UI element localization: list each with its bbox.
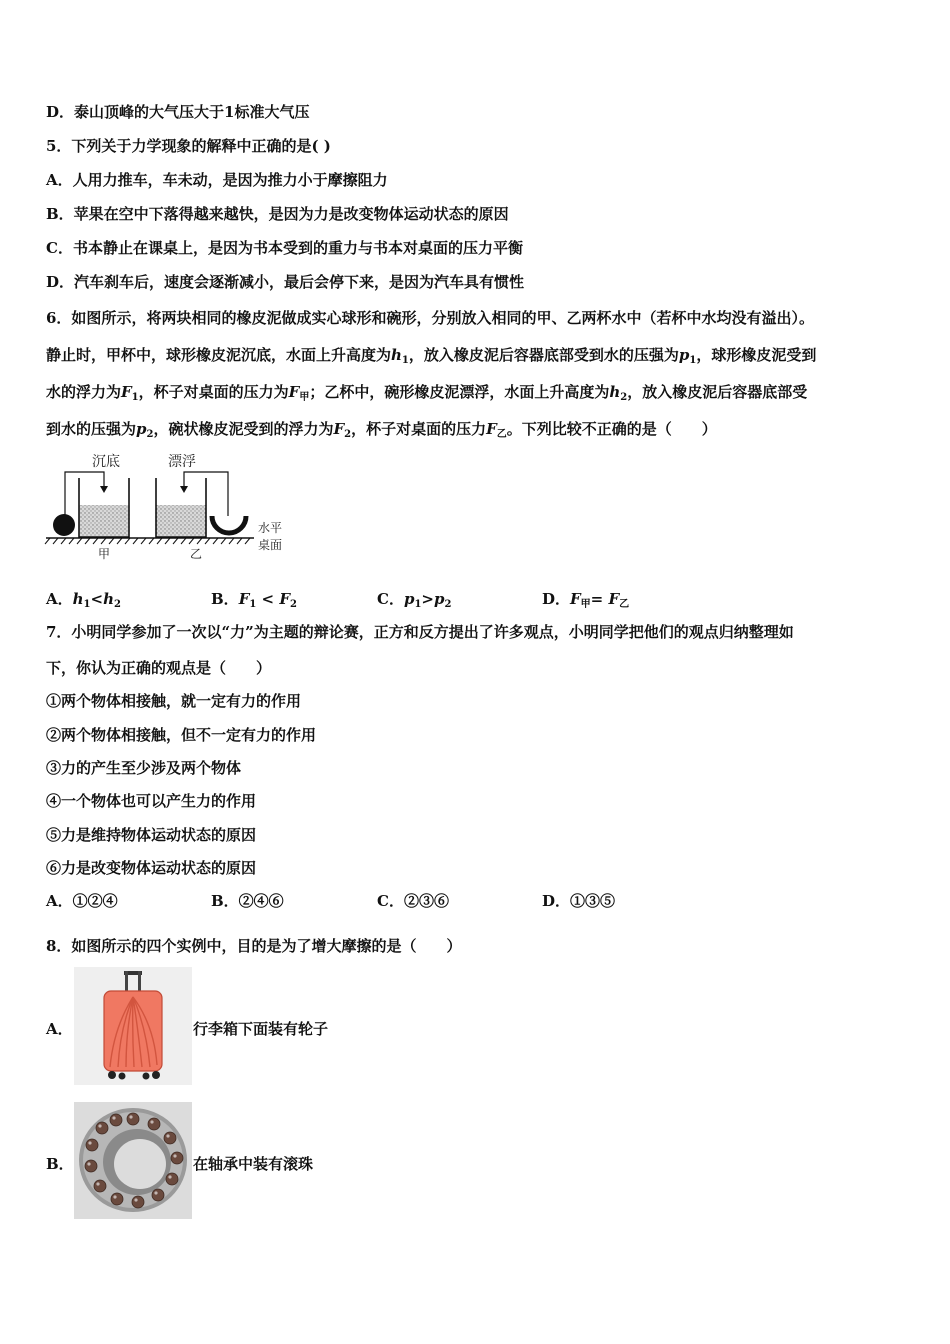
q8-option-b-text: 在轴承中装有滚珠 [193, 1155, 314, 1173]
q7-statement-3: ③力的产生至少涉及两个物体 [46, 759, 242, 777]
q7-statement-6: ⑥力是改变物体运动状态的原因 [46, 859, 257, 877]
label-table-1: 水平 [258, 521, 283, 535]
q7-statement-2: ②两个物体相接触，但不一定有力的作用 [46, 726, 317, 744]
q8-option-a-text: 行李箱下面装有轮子 [193, 1020, 329, 1038]
q7-statement-1: ①两个物体相接触，就一定有力的作用 [46, 692, 302, 710]
ball-bearing-image [74, 1102, 192, 1219]
arrow-down-icon [100, 486, 108, 493]
q8-option-a-label: A． [46, 1020, 73, 1038]
q7-stem-line1: 7．小明同学参加了一次以“力”为主题的辩论赛，正方和反方提出了许多观点，小明同学把他们的观点归纳整理如 [46, 623, 794, 641]
q5-option-c: C．书本静止在课桌上，是因为书本受到的重力与书本对桌面的压力平衡 [46, 239, 523, 257]
q5-option-a: A．人用力推车，车未动，是因为推力小于摩擦阻力 [46, 171, 388, 189]
q8-stem: 8．如图所示的四个实例中，目的是为了增大摩擦的是（ ） [46, 937, 462, 955]
q7-statement-5: ⑤力是维持物体运动状态的原因 [46, 826, 257, 844]
q6-option-d: D．$F_甲= F_乙$ [542, 590, 630, 610]
arrow-down-icon [180, 486, 188, 493]
clay-ball [53, 514, 75, 536]
q5-option-b: B．苹果在空中下落得越来越快，是因为力是改变物体运动状态的原因 [46, 205, 509, 223]
q7-option-a: A．①②④ [46, 892, 118, 910]
q6-stem-line4: 到水的压强为$p_2$，碗状橡皮泥受到的浮力为$F_2$，杯子对桌面的压力$F_乙$。下列比较不正确的是（ ） [46, 420, 717, 440]
q7-stem-line2: 下，你认为正确的观点是（ ） [46, 659, 272, 677]
q7-statement-4: ④一个物体也可以产生力的作用 [46, 792, 257, 810]
q4-option-d: D．泰山顶峰的大气压大于1标准大气压 [46, 103, 310, 121]
q6-option-a: A．$h_1<h_2$ [46, 590, 121, 610]
q7-option-d: D．①③⑤ [542, 892, 616, 910]
label-cup-jia: 甲 [98, 547, 111, 561]
label-sink: 沉底 [92, 454, 120, 470]
q5-stem: 5．下列关于力学现象的解释中正确的是( ) [46, 137, 331, 155]
q7-option-c: C．②③⑥ [377, 892, 449, 910]
suitcase-image [74, 967, 192, 1085]
q6-stem-line3: 水的浮力为$F_1$，杯子对桌面的压力为$F_甲$；乙杯中，碗形橡皮泥漂浮，水面上升高度为$h_2$，放入橡皮泥后容器底部受 [46, 383, 808, 403]
q6-stem-line2: 静止时，甲杯中，球形橡皮泥沉底，水面上升高度为$h_1$，放入橡皮泥后容器底部受到水的压强为$p_1$，球形橡皮泥受到 [46, 346, 817, 366]
label-float: 漂浮 [168, 454, 196, 470]
label-cup-yi: 乙 [190, 547, 203, 561]
q6-option-c: C．$p_1>p_2$ [377, 590, 452, 610]
q6-option-b: B．$F_1 < F_2$ [211, 590, 297, 610]
q5-option-d: D．汽车刹车后，速度会逐渐减小，最后会停下来，是因为汽车具有惯性 [46, 273, 525, 291]
q6-stem-line1: 6．如图所示，将两块相同的橡皮泥做成实心球形和碗形，分别放入相同的甲、乙两杯水中（若杯中水均没有溢出）。 [46, 309, 814, 327]
q7-option-b: B．②④⑥ [211, 892, 284, 910]
q8-option-b-label: B． [46, 1155, 74, 1173]
clay-bowl [212, 516, 246, 533]
label-table-2: 桌面 [258, 538, 283, 552]
q6-cups-figure [44, 448, 294, 564]
